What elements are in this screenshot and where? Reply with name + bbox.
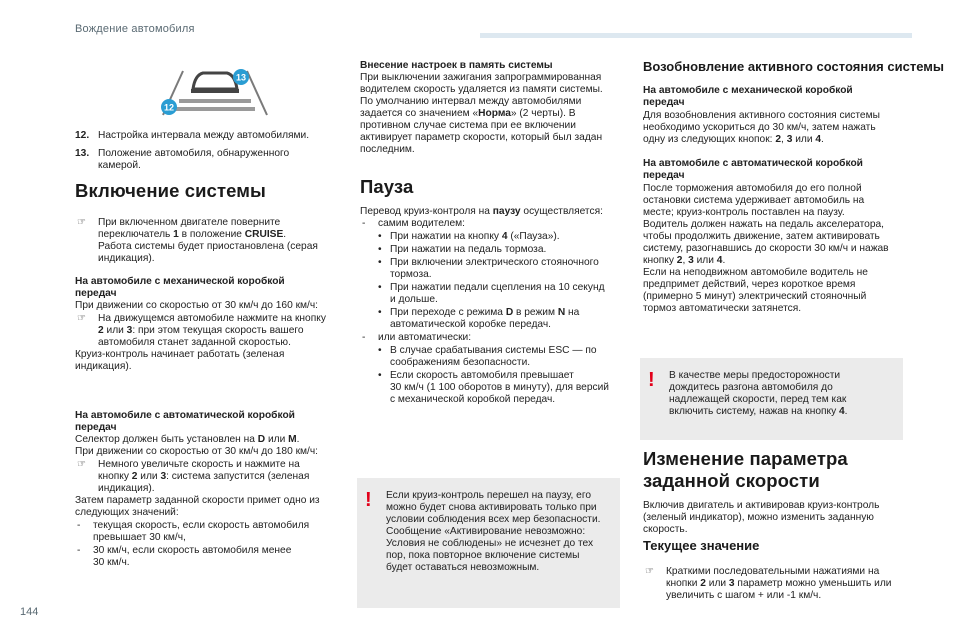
paragraph-line: соображениям безопасности.: [390, 357, 531, 368]
warning-text: дождитесь разгона автомобиля до: [669, 382, 833, 393]
warning-text: надлежащей скорости, перед тем как: [669, 394, 847, 405]
paragraph-line: 2 или 3: при этом текущая скорость вашего: [98, 325, 304, 336]
distance-bars: [175, 99, 255, 111]
paragraph-line: (примерно 5 минут) электрический стояночный: [643, 291, 867, 302]
car-icon: [193, 73, 237, 89]
callout-13: [233, 69, 249, 85]
paragraph-line: последним.: [360, 144, 415, 155]
paragraph-line: индикация).: [98, 483, 155, 494]
paragraph-line: тормоз автоматически затянется.: [643, 303, 802, 314]
section-title-change: заданной скорости: [643, 470, 820, 491]
legend-number: 12.: [75, 130, 90, 141]
warning-text: Условия не соблюдены» не исчезнет до тех: [386, 538, 594, 549]
paragraph-line: кнопку 2 или 3: система запустится (зеленая: [98, 471, 310, 482]
warning-text: Сообщение «Активирование невозможно:: [386, 526, 586, 537]
paragraph-line: текущая скорость, если скорость автомобиля: [93, 520, 310, 531]
callout-12: [161, 99, 177, 115]
warning-text: Если круиз-контроль перешел на паузу, его: [386, 490, 592, 501]
dash-bullet: -: [362, 218, 366, 229]
paragraph-line: Работа системы будет приостановлена (серая: [98, 241, 318, 252]
callout-12-label: 12: [163, 102, 175, 113]
dash-bullet: -: [362, 332, 366, 343]
paragraph-line: Для возобновления активного состояния системы: [643, 110, 880, 121]
paragraph-line: водителем скорость удаляется из памяти системы.: [360, 84, 603, 95]
paragraph-line: остановки система удерживает автомобиль на: [643, 195, 865, 206]
paragraph-line: автомобиля станет заданной скоростью.: [98, 337, 291, 348]
paragraph-line: Краткими последовательными нажатиями на: [666, 566, 880, 577]
paragraph-line: переключатель 1 в положение CRUISE.: [98, 229, 287, 240]
paragraph-line: Включив двигатель и активировав круиз-контроль: [643, 500, 880, 511]
subheading-manual: На автомобиле с механической коробкой: [643, 85, 853, 96]
hand-bullet-icon: ☞: [77, 459, 87, 470]
warning-text: В качестве меры предосторожности: [669, 370, 841, 381]
paragraph-line: индикация).: [75, 361, 132, 372]
section-title-pause: Пауза: [360, 176, 414, 197]
paragraph-line: При нажатии на кнопку 4 («Пауза»).: [390, 231, 560, 242]
subheading-automatic: На автомобиле с автоматической коробкой: [75, 410, 295, 421]
legend-text: Положение автомобиля, обнаруженного: [98, 148, 290, 159]
paragraph-line: превышает 30 км/ч,: [93, 532, 186, 543]
hand-bullet-icon: ☞: [77, 217, 87, 228]
paragraph-line: необходимо ускориться до 30 км/ч, затем нажать: [643, 122, 876, 133]
paragraph-line: По умолчанию интервал между автомобилями: [360, 96, 582, 107]
paragraph-line: месте; круиз-контроль поставлен на паузу.: [643, 207, 845, 218]
dot-bullet: •: [378, 282, 382, 293]
paragraph-line: Водитель должен нажать на педаль акселератора,: [643, 219, 884, 230]
dash-bullet: -: [77, 545, 81, 556]
paragraph-line: 30 км/ч (1 100 оборотов в минуту), для версий: [390, 382, 609, 393]
paragraph-line: На движущемся автомобиле нажмите на кнопку: [98, 313, 326, 324]
subheading-manual: передач: [75, 288, 117, 299]
paragraph-line: следующих значений:: [75, 507, 179, 518]
subheading-manual: передач: [643, 97, 685, 108]
paragraph-line: Перевод круиз-контроля на паузу осуществляется:: [360, 206, 603, 217]
page-number: 144: [20, 606, 39, 618]
paragraph-line: кнопку 2, 3 или 4.: [643, 255, 726, 266]
legend-number: 13.: [75, 148, 90, 159]
callout-13-label: 13: [235, 72, 247, 83]
warning-icon: !: [365, 489, 372, 511]
page-header-title: Вождение автомобиля: [75, 23, 195, 35]
paragraph-line: 30 км/ч.: [93, 557, 130, 568]
paragraph-line: активирует параметр скорости, который был задан: [360, 132, 603, 143]
legend-text: Настройка интервала между автомобилями.: [98, 130, 310, 141]
dot-bullet: •: [378, 345, 382, 356]
paragraph-line: Круиз-контроль начинает работать (зеленая: [75, 349, 285, 360]
subheading-automatic: передач: [643, 170, 685, 181]
dot-bullet: •: [378, 244, 382, 255]
paragraph-line: 30 км/ч, если скорость автомобиля менее: [93, 545, 292, 556]
warning-text: условии соблюдения всех мер безопасности.: [386, 514, 601, 525]
paragraph-line: предпримет действий, через короткое время: [643, 279, 856, 290]
hand-bullet-icon: ☞: [77, 313, 87, 324]
paragraph-line: и дольше.: [390, 294, 438, 305]
paragraph-line: При движении со скоростью от 30 км/ч до 160 км/ч:: [75, 300, 319, 311]
dot-bullet: •: [378, 231, 382, 242]
paragraph-line: При включении электрического стояночного: [390, 257, 599, 268]
dash-bullet: -: [77, 520, 81, 531]
section-title-enable: Включение системы: [75, 180, 266, 201]
cruise-display-illustration: [155, 63, 275, 123]
hand-bullet-icon: ☞: [645, 566, 655, 577]
paragraph-line: автоматической коробке передач.: [390, 319, 551, 330]
paragraph-line: увеличить с шагом + или -1 км/ч.: [666, 590, 822, 601]
paragraph-line: При выключении зажигания запрограммированная: [360, 72, 602, 83]
paragraph-line: кнопки 2 или 3 параметр можно уменьшить или: [666, 578, 892, 589]
paragraph-line: систему, разогнавшись до скорости 30 км/ч и нажав: [643, 243, 889, 254]
paragraph-line: Немного увеличьте скорость и нажмите на: [98, 459, 300, 470]
dot-bullet: •: [378, 307, 382, 318]
warning-text: можно будет снова активировать только при: [386, 502, 597, 513]
paragraph-line: с механической коробкой передач.: [390, 394, 556, 405]
paragraph-line: тормоза.: [390, 269, 432, 280]
warning-icon: !: [648, 369, 655, 391]
dot-bullet: •: [378, 370, 382, 381]
paragraph-line: индикация).: [98, 253, 155, 264]
paragraph-line: При нажатии педали сцепления на 10 секунд: [390, 282, 605, 293]
subheading-manual: На автомобиле с механической коробкой: [75, 276, 285, 287]
paragraph-line: При включенном двигателе поверните: [98, 217, 281, 228]
legend-text: камерой.: [98, 160, 141, 171]
subheading-memory: Внесение настроек в память системы: [360, 60, 553, 71]
paragraph-line: скорость.: [643, 524, 688, 535]
paragraph-line: противном случае система при ее включении: [360, 120, 576, 131]
paragraph-line: При движении со скоростью от 30 км/ч до 180 км/ч:: [75, 446, 319, 457]
paragraph-line: чтобы продолжить движение, затем активировать: [643, 231, 880, 242]
paragraph-line: При нажатии на педаль тормоза.: [390, 244, 547, 255]
subheading-automatic: На автомобиле с автоматической коробкой: [643, 158, 863, 169]
warning-text: включить систему, нажав на кнопку 4.: [669, 406, 848, 417]
subheading-automatic: передач: [75, 422, 117, 433]
header-bar: [480, 33, 912, 38]
warning-text: будет оставаться невозможным.: [386, 562, 540, 573]
paragraph-line: Если скорость автомобиля превышает: [390, 370, 574, 381]
paragraph-line: В случае срабатывания системы ESC — по: [390, 345, 597, 356]
paragraph-line: или автоматически:: [378, 332, 472, 343]
warning-text: пор, пока повторное включение системы: [386, 550, 580, 561]
paragraph-line: При переходе с режима D в режим N на: [390, 307, 580, 318]
section-title-change: Изменение параметра: [643, 448, 848, 469]
paragraph-line: Затем параметр заданной скорости примет одно из: [75, 495, 320, 506]
dot-bullet: •: [378, 257, 382, 268]
paragraph-line: Если на неподвижном автомобиле водитель не: [643, 267, 868, 278]
paragraph-line: (зеленый индикатор), можно изменить заданную: [643, 512, 874, 523]
paragraph-line: задается со значением «Норма» (2 черты). В: [360, 108, 576, 119]
section-title-renew: Возобновление активного состояния системы: [643, 59, 944, 74]
paragraph-line: Селектор должен быть установлен на D или M.: [75, 434, 300, 445]
subsection-title-current: Текущее значение: [643, 538, 760, 553]
paragraph-line: самим водителем:: [378, 218, 465, 229]
paragraph-line: одну из следующих кнопок: 2, 3 или 4.: [643, 134, 824, 145]
paragraph-line: После торможения автомобиля до его полной: [643, 183, 862, 194]
